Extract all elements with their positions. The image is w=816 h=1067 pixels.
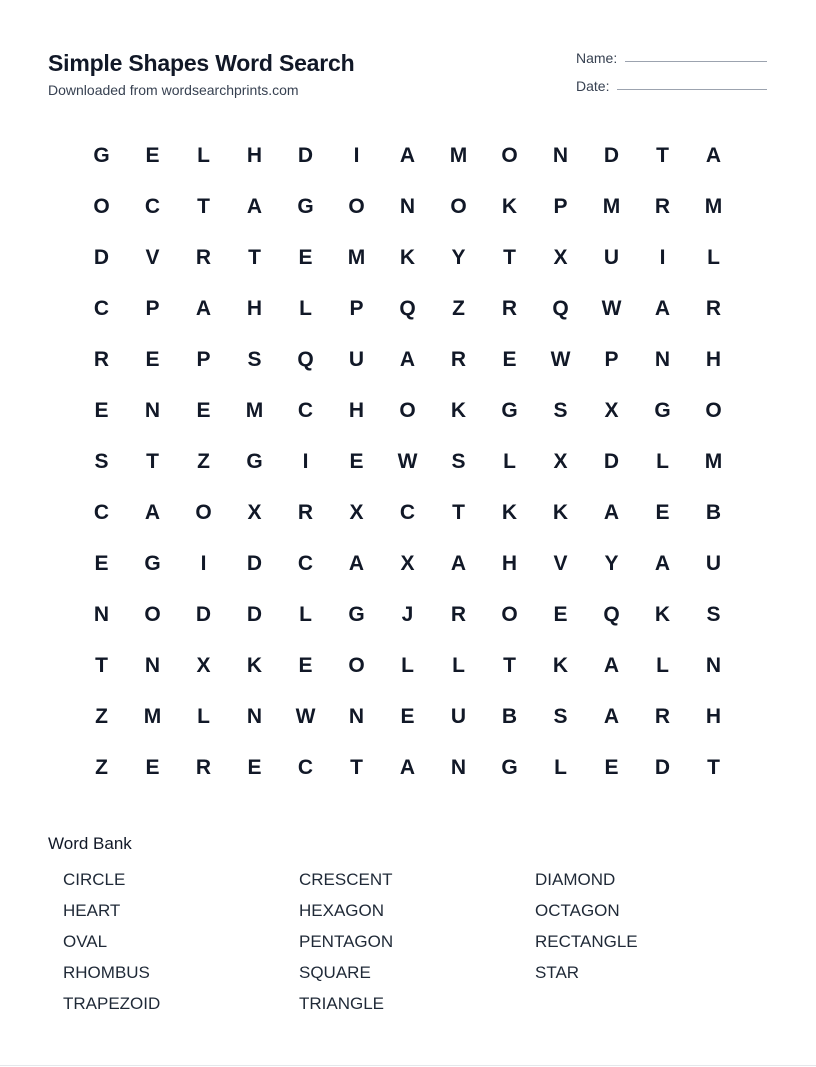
grid-letter: H xyxy=(348,398,365,422)
grid-letter: A xyxy=(348,551,365,575)
grid-letter: R xyxy=(297,500,314,524)
word-bank-item: DIAMOND xyxy=(535,870,616,889)
grid-letter: X xyxy=(196,653,211,677)
grid-letter: T xyxy=(707,755,720,779)
grid-letter: W xyxy=(601,296,622,320)
grid-row xyxy=(76,487,740,538)
grid-row xyxy=(76,385,740,436)
grid-letter: X xyxy=(553,449,568,473)
grid-letter: T xyxy=(248,245,261,269)
grid-letter: H xyxy=(246,296,263,320)
grid-letter: M xyxy=(602,194,621,218)
grid-letter: C xyxy=(93,296,110,320)
grid-letter: T xyxy=(503,653,516,677)
grid-letter: O xyxy=(399,398,416,422)
grid-letter: H xyxy=(501,551,518,575)
grid-row xyxy=(76,691,740,742)
grid-letter: S xyxy=(247,347,262,371)
grid-letter: J xyxy=(401,602,414,626)
grid-letter: G xyxy=(297,194,314,218)
grid-letter: R xyxy=(501,296,518,320)
grid-letter: X xyxy=(553,245,568,269)
grid-letter: M xyxy=(347,245,366,269)
grid-letter: L xyxy=(707,245,720,269)
grid-letter: L xyxy=(503,449,516,473)
grid-letter: E xyxy=(502,347,517,371)
grid-letter: C xyxy=(399,500,416,524)
grid-letter: Y xyxy=(604,551,619,575)
grid-letter: A xyxy=(246,194,263,218)
grid-row xyxy=(76,334,740,385)
word-bank-item: RECTANGLE xyxy=(535,932,638,951)
grid-letter: L xyxy=(401,653,414,677)
word-bank-item: CRESCENT xyxy=(299,870,393,889)
grid-letter: E xyxy=(298,653,313,677)
grid-letter: Q xyxy=(552,296,569,320)
grid-letter: T xyxy=(197,194,210,218)
word-bank-item: TRIANGLE xyxy=(299,994,385,1013)
grid-letter: R xyxy=(450,347,467,371)
grid-letter: S xyxy=(553,704,568,728)
grid-letter: T xyxy=(350,755,363,779)
grid-letter: O xyxy=(144,602,161,626)
grid-row xyxy=(76,283,740,334)
word-bank-item: PENTAGON xyxy=(299,932,394,951)
grid-letter: O xyxy=(501,602,518,626)
grid-row xyxy=(76,742,740,793)
grid-letter: D xyxy=(297,143,314,167)
grid-letter: L xyxy=(197,143,210,167)
grid-row xyxy=(76,232,740,283)
grid-letter: O xyxy=(450,194,467,218)
grid-letter: A xyxy=(450,551,467,575)
grid-letter: L xyxy=(197,704,210,728)
grid-letter: O xyxy=(705,398,722,422)
grid-letter: N xyxy=(450,755,467,779)
grid-letter: O xyxy=(93,194,110,218)
grid-letter: V xyxy=(553,551,568,575)
grid-letter: E xyxy=(298,245,313,269)
grid-letter: O xyxy=(348,653,365,677)
grid-letter: Z xyxy=(197,449,210,473)
grid-letter: Q xyxy=(399,296,416,320)
word-bank-item: CIRCLE xyxy=(63,870,126,889)
grid-letter: R xyxy=(450,602,467,626)
grid-letter: S xyxy=(94,449,109,473)
grid-letter: L xyxy=(299,296,312,320)
grid-letter: I xyxy=(659,245,666,269)
grid-letter: N xyxy=(399,194,416,218)
grid-letter: R xyxy=(195,755,212,779)
grid-letter: K xyxy=(501,194,518,218)
grid-letter: G xyxy=(348,602,365,626)
grid-letter: L xyxy=(656,449,669,473)
grid-letter: E xyxy=(349,449,364,473)
grid-letter: C xyxy=(93,500,110,524)
grid-letter: E xyxy=(145,347,160,371)
grid-row xyxy=(76,640,740,691)
grid-letter: Z xyxy=(452,296,465,320)
grid-letter: I xyxy=(200,551,207,575)
grid-letter: A xyxy=(654,296,671,320)
word-bank-item: OCTAGON xyxy=(535,901,620,920)
grid-letter: N xyxy=(246,704,263,728)
grid-letter: P xyxy=(145,296,160,320)
grid-letter: D xyxy=(654,755,671,779)
grid-letter: G xyxy=(654,398,671,422)
grid-letter: A xyxy=(705,143,722,167)
grid-letter: A xyxy=(603,704,620,728)
grid-letter: R xyxy=(654,194,671,218)
grid-letter: T xyxy=(503,245,516,269)
grid-letter: C xyxy=(297,551,314,575)
grid-letter: C xyxy=(297,755,314,779)
grid-row xyxy=(76,130,740,181)
grid-letter: X xyxy=(400,551,415,575)
grid-letter: S xyxy=(553,398,568,422)
grid-row xyxy=(76,538,740,589)
grid-letter: U xyxy=(603,245,620,269)
grid-letter: S xyxy=(706,602,721,626)
grid-letter: X xyxy=(247,500,262,524)
grid-letter: M xyxy=(704,449,723,473)
grid-letter: A xyxy=(195,296,212,320)
grid-letter: M xyxy=(143,704,162,728)
grid-letter: H xyxy=(246,143,263,167)
grid-letter: K xyxy=(552,500,569,524)
grid-letter: C xyxy=(297,398,314,422)
grid-letter: E xyxy=(145,143,160,167)
grid-letter: N xyxy=(654,347,671,371)
grid-letter: B xyxy=(501,704,518,728)
grid-letter: R xyxy=(195,245,212,269)
grid-letter: X xyxy=(349,500,364,524)
grid-letter: T xyxy=(95,653,108,677)
grid-letter: E xyxy=(94,551,109,575)
name-label: Name: xyxy=(576,50,618,66)
grid-letter: N xyxy=(93,602,110,626)
grid-letter: K xyxy=(654,602,671,626)
grid-letter: I xyxy=(353,143,360,167)
grid-letter: G xyxy=(501,755,518,779)
grid-letter: K xyxy=(552,653,569,677)
grid-letter: D xyxy=(603,449,620,473)
grid-letter: R xyxy=(93,347,110,371)
grid-letter: T xyxy=(452,500,465,524)
grid-letter: E xyxy=(655,500,670,524)
grid-letter: Q xyxy=(297,347,314,371)
grid-letter: A xyxy=(654,551,671,575)
word-bank-title: Word Bank xyxy=(48,834,132,853)
grid-letter: D xyxy=(246,602,263,626)
grid-letter: R xyxy=(654,704,671,728)
grid-letter: Z xyxy=(95,704,108,728)
date-line xyxy=(617,88,767,90)
date-label: Date: xyxy=(576,78,610,94)
page-subtitle: Downloaded from wordsearchprints.com xyxy=(48,82,299,98)
grid-letter: P xyxy=(349,296,364,320)
grid-letter: K xyxy=(450,398,467,422)
grid-letter: G xyxy=(501,398,518,422)
grid-letter: U xyxy=(348,347,365,371)
grid-letter: T xyxy=(146,449,159,473)
grid-letter: E xyxy=(94,398,109,422)
grid-letter: P xyxy=(553,194,568,218)
grid-letter: G xyxy=(144,551,161,575)
grid-letter: P xyxy=(196,347,211,371)
grid-letter: M xyxy=(245,398,264,422)
letter-grid xyxy=(76,130,740,793)
grid-letter: D xyxy=(246,551,263,575)
grid-letter: C xyxy=(144,194,161,218)
grid-letter: M xyxy=(704,194,723,218)
grid-letter: K xyxy=(399,245,416,269)
grid-letter: L xyxy=(656,653,669,677)
grid-letter: H xyxy=(705,704,722,728)
grid-letter: A xyxy=(603,500,620,524)
grid-letter: E xyxy=(400,704,415,728)
grid-letter: D xyxy=(603,143,620,167)
grid-letter: W xyxy=(295,704,316,728)
grid-letter: L xyxy=(554,755,567,779)
grid-letter: A xyxy=(399,755,416,779)
grid-letter: O xyxy=(501,143,518,167)
grid-letter: S xyxy=(451,449,466,473)
grid-letter: Z xyxy=(95,755,108,779)
grid-letter: N xyxy=(348,704,365,728)
grid-letter: B xyxy=(705,500,722,524)
page-title: Simple Shapes Word Search xyxy=(48,50,355,76)
grid-letter: Q xyxy=(603,602,620,626)
grid-letter: A xyxy=(603,653,620,677)
grid-letter: P xyxy=(604,347,619,371)
grid-row xyxy=(76,436,740,487)
word-bank-list xyxy=(63,868,773,1023)
grid-letter: M xyxy=(449,143,468,167)
page-divider xyxy=(0,1065,816,1066)
grid-letter: N xyxy=(144,398,161,422)
grid-letter: E xyxy=(604,755,619,779)
grid-letter: E xyxy=(196,398,211,422)
word-bank-item: HEART xyxy=(63,901,121,920)
word-bank-item: RHOMBUS xyxy=(63,963,150,982)
date-field xyxy=(576,78,767,94)
grid-letter: L xyxy=(452,653,465,677)
grid-letter: O xyxy=(348,194,365,218)
grid-letter: Y xyxy=(451,245,466,269)
word-bank-item: TRAPEZOID xyxy=(63,994,161,1013)
grid-letter: T xyxy=(656,143,669,167)
grid-row xyxy=(76,589,740,640)
grid-letter: K xyxy=(246,653,263,677)
word-bank-item: SQUARE xyxy=(299,963,371,982)
grid-letter: X xyxy=(604,398,619,422)
grid-letter: G xyxy=(93,143,110,167)
grid-letter: N xyxy=(705,653,722,677)
grid-letter: E xyxy=(247,755,262,779)
grid-letter: O xyxy=(195,500,212,524)
name-field xyxy=(576,50,767,66)
grid-letter: N xyxy=(552,143,569,167)
grid-letter: A xyxy=(399,347,416,371)
grid-letter: N xyxy=(144,653,161,677)
grid-letter: H xyxy=(705,347,722,371)
word-bank-item: STAR xyxy=(535,963,580,982)
grid-letter: A xyxy=(399,143,416,167)
grid-letter: R xyxy=(705,296,722,320)
name-line xyxy=(625,60,767,62)
grid-letter: D xyxy=(195,602,212,626)
grid-letter: W xyxy=(397,449,418,473)
grid-letter: I xyxy=(302,449,309,473)
grid-letter: D xyxy=(93,245,110,269)
grid-letter: K xyxy=(501,500,518,524)
grid-letter: U xyxy=(705,551,722,575)
grid-letter: A xyxy=(144,500,161,524)
word-bank-item: HEXAGON xyxy=(299,901,385,920)
grid-letter: E xyxy=(145,755,160,779)
word-bank-item: OVAL xyxy=(63,932,108,951)
grid-row xyxy=(76,181,740,232)
grid-letter: L xyxy=(299,602,312,626)
grid-letter: V xyxy=(145,245,160,269)
grid-letter: W xyxy=(550,347,571,371)
grid-letter: E xyxy=(553,602,568,626)
grid-letter: G xyxy=(246,449,263,473)
grid-letter: U xyxy=(450,704,467,728)
